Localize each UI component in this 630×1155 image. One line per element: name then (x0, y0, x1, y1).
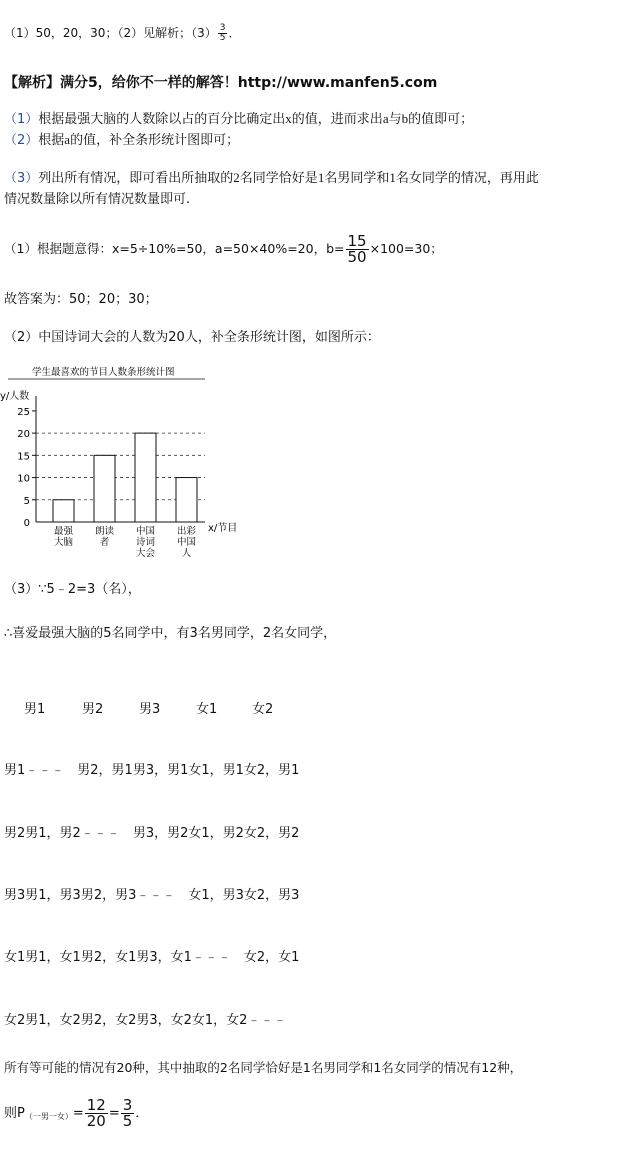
chart-plot-area (8, 379, 237, 557)
hint-1-text-c: 与 (388, 112, 402, 127)
probability-frac-1-num: 12 (86, 1096, 106, 1114)
table-row: 女2男1，女2男2，女2男3，女2女1，女2﹣﹣﹣ (4, 1013, 287, 1028)
hint-2-text-a: 根据 (38, 133, 65, 148)
chart-y-tick-label: 15 (17, 451, 30, 463)
solution-1-fraction (346, 234, 369, 265)
hint-3-text-b: 名同学恰好是 (239, 171, 318, 186)
chart-bar (53, 500, 74, 522)
hint-1-var-b: b (401, 111, 409, 126)
hint-3-text-c: 名男同学和 (324, 171, 390, 186)
hint-1-var-a: a (382, 111, 389, 126)
hint-3-text-d: 名女同学的情况，再用此 (395, 171, 539, 186)
answer-prefix: （1）50，20，30；（2）见解析；（3） (4, 26, 217, 40)
table-row: 男2男1，男2﹣﹣﹣ 男3，男2女1，男2女2，男2 (4, 826, 300, 841)
chart-x-axis-label: x/节目 (208, 523, 238, 534)
table-row: 女1男1，女1男2，女1男3，女1﹣﹣﹣ 女2，女1 (4, 950, 300, 965)
hint-1-text-a: 根据最强大脑的人数除以占的百分比确定出 (38, 112, 286, 127)
answer-line (4, 24, 240, 43)
hint-1-text-d: 的值即可； (408, 112, 474, 127)
solution-3: （3）∵5﹣2=3（名）， (4, 582, 141, 597)
table-header-cell: 女2 (252, 702, 274, 717)
chart-category-label: 朗读者 (94, 526, 115, 548)
table-header-cell: 男3 (139, 702, 161, 717)
solution-3-detail: ∴喜爱最强大脑的5名同学中，有3名男同学，2名女同学， (4, 626, 337, 641)
analysis-tag: 【解析】 (4, 75, 60, 91)
answer-frac-den: 5 (219, 33, 226, 43)
hint-1 (4, 108, 473, 127)
chart-category-label: 中国诗词大会 (135, 526, 156, 557)
probability-frac-2-num: 3 (122, 1096, 133, 1114)
hint-2-text-b: 的值，补全条形统计图即可； (70, 133, 240, 148)
hint-1-text-b: 的值，进而求出 (291, 112, 383, 127)
hint-2-number: （2） (4, 133, 39, 148)
hint-3-text-line-2: 情况数量除以所有情况数量即可. (4, 192, 191, 207)
bar-chart (0, 362, 260, 557)
probability-frac-2-den: 5 (122, 1112, 133, 1130)
chart-y-tick-label: 20 (17, 429, 30, 441)
answer-summary: 故答案为：50；20；30； (4, 292, 158, 307)
solution-2: （2）中国诗词大会的人数为20人，补全条形统计图，如图所示： (4, 330, 380, 345)
solution-1-frac-num: 15 (347, 232, 367, 250)
chart-category-label: 出彩中国人 (176, 526, 197, 557)
analysis-header (4, 72, 437, 92)
solution-1 (4, 234, 443, 265)
hint-3-line-1 (4, 167, 539, 186)
probability-fraction-2 (121, 1098, 135, 1129)
hint-3-line-2 (4, 188, 190, 207)
chart-bar (94, 455, 115, 522)
probability-frac-1-den: 20 (86, 1112, 106, 1130)
solution-1-text-a: （1）根据题意得：x=5÷10%=50，a=50×40%=20，b= (4, 241, 345, 256)
answer-suffix: ． (228, 26, 241, 40)
chart-category-label: 最强大脑 (53, 526, 74, 548)
conclusion: 所有等可能的情况有20种，其中抽取的2名同学恰好是1名男同学和1名女同学的情况有12种， (4, 1060, 523, 1075)
hint-3-num-2: 1 (317, 170, 325, 185)
probability-equals: = (72, 1106, 84, 1121)
table-header-cell: 女1 (196, 702, 218, 717)
chart-title: 学生最喜欢的节目人数条形统计图 (32, 367, 175, 378)
chart-y-tick-label: 10 (17, 473, 30, 485)
probability-line (4, 1098, 148, 1129)
hint-3-num-1: 2 (233, 170, 240, 185)
solution-1-text-b: ×100=30； (369, 241, 443, 256)
table-header-cell: 男1 (24, 702, 46, 717)
hint-2-var-a: a (64, 132, 71, 147)
answer-frac-num: 3 (219, 23, 226, 33)
hint-2 (4, 129, 239, 148)
table-row: 男3男1，男3男2，男3﹣﹣﹣ 女1，男3女2，男3 (4, 888, 300, 903)
answer-fraction (218, 24, 228, 43)
hint-3-number: （3） (4, 171, 39, 186)
table-header-cell: 男2 (82, 702, 104, 717)
chart-bar (176, 478, 197, 522)
chart-bar (135, 433, 156, 522)
hint-3-text-a: 列出所有情况，即可看出所抽取的 (38, 171, 234, 186)
solution-1-frac-den: 50 (347, 248, 367, 266)
hint-3-num-3: 1 (389, 170, 396, 185)
chart-y-tick-label: 25 (17, 406, 30, 418)
probability-subscript: （一男一女） (24, 1112, 73, 1121)
chart-y-tick-label: 5 (23, 495, 30, 507)
hint-1-number: （1） (4, 112, 39, 127)
chart-y-tick-label: 0 (23, 518, 30, 529)
hint-1-var-x: x (285, 111, 292, 126)
analysis-banner-text: 满分5，给你不一样的解答！http://www.manfen5.com (60, 75, 438, 91)
probability-fraction-1 (85, 1098, 108, 1129)
probability-end: ． (135, 1106, 149, 1121)
chart-y-axis-label: y/人数 (0, 391, 30, 402)
table-row: 男1﹣﹣﹣ 男2，男1男3，男1女1，男1女2，男1 (4, 763, 300, 778)
probability-equals-2: = (108, 1106, 120, 1121)
probability-prefix: 则P (4, 1106, 25, 1121)
